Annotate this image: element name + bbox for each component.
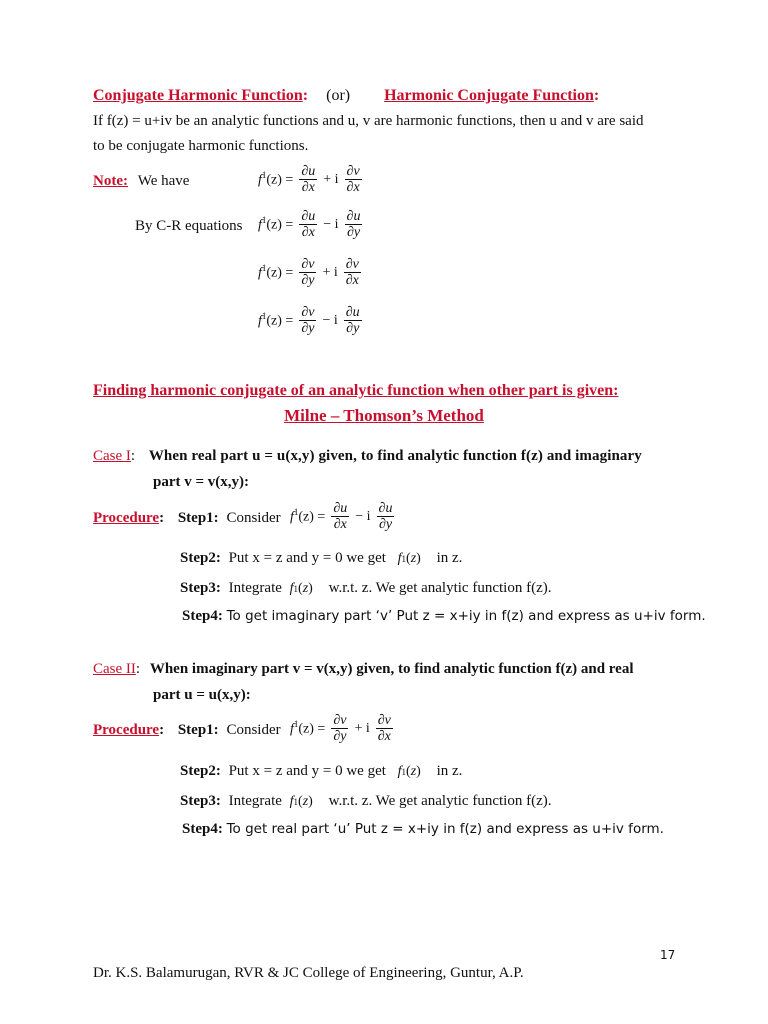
case1-step1-text: Consider (226, 510, 281, 526)
case2-step2-text: Put x = z and y = 0 we get (228, 763, 386, 779)
case1-step2-fprime: f 1 ( z ) (397, 551, 421, 566)
footer-author: Dr. K.S. Balamurugan, RVR & JC College of Engineering, Guntur, A.P. (93, 965, 524, 981)
method-title: Milne – Thomson’s Method (284, 406, 484, 425)
case1-step2-label: Step2: (180, 550, 221, 566)
case2-step3-text: Integrate (228, 793, 282, 809)
note-line (93, 173, 189, 190)
case1-step4-label: Step4: (182, 608, 223, 624)
case2-step2-line (180, 763, 462, 780)
case1-text-a: When real part u = u(x,y) given, to find analytic function f(z) and imaginary (148, 448, 642, 464)
cr-equations-label: By C-R equations (135, 218, 243, 234)
case2-text-a: When imaginary part v = v(x,y) given, to find analytic function f(z) and real (149, 661, 634, 677)
case1-step1-line: Procedure: Step1: Consider (93, 510, 281, 526)
case1-colon: : (130, 448, 136, 464)
case2-step1-line: Procedure: Step1: Consider (93, 722, 281, 738)
case1-step3-label: Step3: (180, 580, 221, 596)
case2-step2-fprime: f 1 ( z ) (397, 764, 421, 779)
case2-step2-label: Step2: (180, 763, 221, 779)
case1-label: Case I (93, 448, 131, 464)
or-text: (or) (326, 87, 351, 104)
case1-step2-line (180, 550, 462, 567)
case1-step2-tail: in z. (436, 550, 463, 566)
case1-step4-line (182, 608, 706, 625)
finding-heading: Finding harmonic conjugate of an analytic function when other part is given: (93, 382, 619, 399)
case2-step2-tail: in z. (436, 763, 463, 779)
heading-harmonic-conjugate: Harmonic Conjugate Function (384, 87, 594, 104)
case2-step4-line (182, 821, 664, 838)
case2-step1-text: Consider (226, 722, 281, 738)
formula-1: $f^1(z)$ = $\frac{\partial u}{\partial x}$ + i $\frac{\partial v}{\partial x}$ (258, 164, 360, 195)
case2-step3-label: Step3: (180, 793, 221, 809)
case1-text-b: part v = v(x,y): (153, 474, 250, 490)
case1-step3-fprime: f 1 ( z ) (289, 581, 313, 596)
case2-procedure-label: Procedure (93, 722, 160, 738)
case1-line-a (93, 448, 642, 465)
case1-step1-label: Step1: (177, 510, 219, 526)
heading-conjugate-harmonic: Conjugate Harmonic Function (93, 87, 303, 104)
note-we-have: We have (137, 173, 190, 189)
case1-step2-text: Put x = z and y = 0 we get (228, 550, 386, 566)
heading-colon: : (302, 87, 309, 104)
definition-line-2: to be conjugate harmonic functions. (93, 138, 309, 154)
case2-step4-label: Step4: (182, 821, 223, 837)
case2-step1-formula: $f^1(z)$ = $\frac{\partial v}{\partial y}$ + i $\frac{\partial v}{\partial x}$ (290, 713, 391, 744)
case1-step3-text: Integrate (228, 580, 282, 596)
case2-line-a (93, 661, 634, 678)
case1-step1-formula: $f^1(z)$ = $\frac{\partial u}{\partial x}$ − i $\frac{\partial u}{\partial y}$ (290, 501, 393, 532)
case2-step1-label: Step1: (177, 722, 219, 738)
case2-step3-fprime: f 1 ( z ) (289, 794, 313, 809)
page-number: 17 (660, 948, 676, 962)
formula-3: $f^1(z)$ = $\frac{\partial v}{\partial y}$ + i $\frac{\partial v}{\partial x}$ (258, 257, 359, 288)
section-heading-line (93, 87, 599, 105)
case2-text-b: part u = u(x,y): (153, 687, 251, 703)
case1-step3-line (180, 580, 551, 597)
case1-step3-tail: w.r.t. z. We get analytic function f(z). (328, 580, 552, 596)
formula-2: $f^1(z)$ = $\frac{\partial u}{\partial x}$ − i $\frac{\partial u}{\partial y}$ (258, 209, 361, 240)
case2-step3-tail: w.r.t. z. We get analytic function f(z). (328, 793, 552, 809)
formula-4: $f^1(z)$ = $\frac{\partial v}{\partial y}$ − i $\frac{\partial u}{\partial y}$ (258, 305, 360, 336)
case2-step4-text: To get real part ‘u’ Put z = x+iy in f(z) and express as u+iv form. (226, 821, 664, 837)
case2-colon: : (135, 661, 141, 677)
definition-line-1: If f(z) = u+iv be an analytic functions and u, v are harmonic functions, then u and v are said (93, 113, 644, 129)
note-label: Note: (93, 173, 128, 189)
heading-colon-2: : (593, 87, 600, 104)
case2-step3-line (180, 793, 551, 810)
case1-step4-text: To get imaginary part ‘v’ Put z = x+iy in f(z) and express as u+iv form. (226, 608, 706, 624)
case2-label: Case II (93, 661, 136, 677)
case1-procedure-label: Procedure (93, 510, 160, 526)
